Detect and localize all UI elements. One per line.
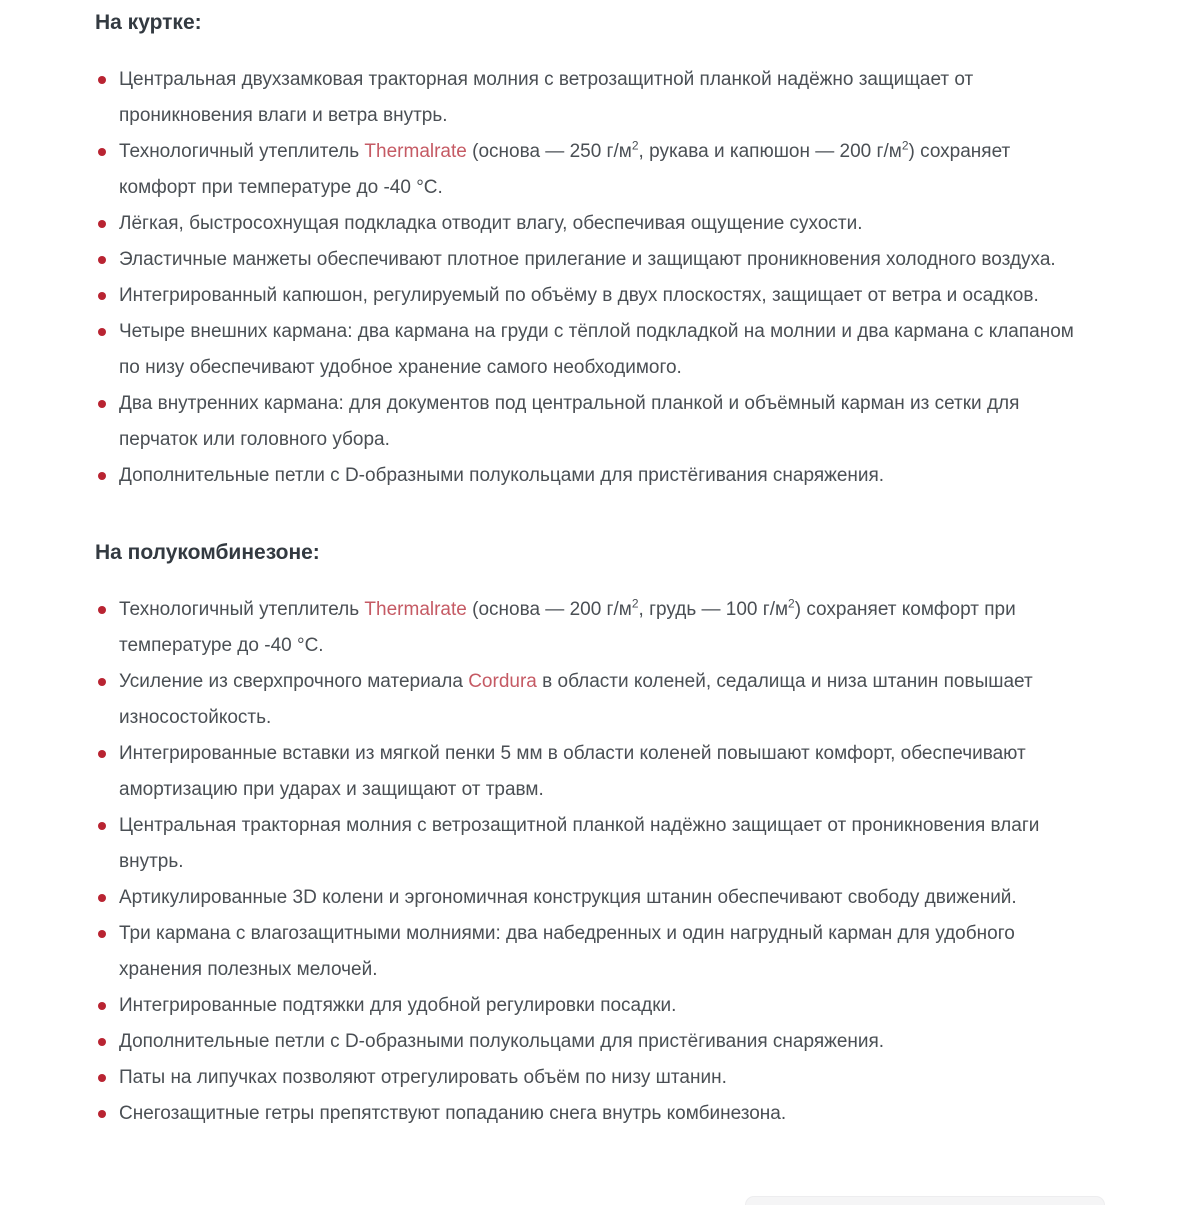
text-segment: Эластичные манжеты обеспечивают плотное прилегание и защищают проникновения холодного воздуха. [119,249,1056,270]
list-item [95,808,1087,880]
list-item [95,134,1087,206]
bullet-dot-icon [98,1002,106,1010]
bullet-dot-icon [98,400,106,408]
partial-card-edge [745,1196,1105,1205]
text-segment: Снегозащитные гетры препятствуют попаданию снега внутрь комбинезона. [119,1103,787,1124]
text-segment: Лёгкая, быстросохнущая подкладка отводит влагу, обеспечивая ощущение сухости. [119,213,863,234]
list-item [95,880,1087,916]
list-item [95,314,1087,386]
bullet-dot-icon [98,1038,106,1046]
text-segment: Четыре внешних кармана: два кармана на груди с тёплой подкладкой на молнии и два кармана с клапаном по низу обеспечивают удобное хранение самого необходимого. [119,321,1074,378]
bullet-dot-icon [98,472,106,480]
text-segment: , рукава и капюшон — 200 г/м [638,141,902,162]
text-segment: Технологичный утеплитель [119,141,365,162]
bullet-dot-icon [98,256,106,264]
list-item [95,736,1087,808]
bullet-dot-icon [98,220,106,228]
bullet-dot-icon [98,678,106,686]
text-segment: 2 [631,596,639,611]
list-item [95,592,1087,664]
list-item [95,988,1087,1024]
list-item [95,386,1087,458]
list-item [95,1024,1087,1060]
text-segment: (основа — 200 г/м [466,599,632,620]
text-segment: Паты на липучках позволяют отрегулировать объём по низу штанин. [119,1067,727,1088]
bullet-dot-icon [98,328,106,336]
bullet-dot-icon [98,750,106,758]
text-segment: Артикулированные 3D колени и эргономичная конструкция штанин обеспечивают свободу движений. [119,887,1017,908]
section-heading-jacket: На куртке: [95,11,202,34]
text-segment: Центральная двухзамковая тракторная молния с ветрозащитной планкой надёжно защищает от проникновения влаги и ветра внутрь. [119,69,974,126]
list-item [95,664,1087,736]
list-item [95,1060,1087,1096]
text-segment: ) сохраняет комфорт при температуре до -40 °C. [119,599,1016,656]
text-segment: Дополнительные петли с D-образными полукольцами для пристёгивания снаряжения. [119,1031,885,1052]
thermalrate-link[interactable]: Thermalrate [364,599,467,620]
bullet-dot-icon [98,292,106,300]
feature-list-bib [95,592,1087,1132]
bullet-dot-icon [98,76,106,84]
text-segment: Интегрированный капюшон, регулируемый по объёму в двух плоскостях, защищает от ветра и осадков. [119,285,1039,306]
text-segment: ) сохраняет комфорт при температуре до -40 °C. [119,141,1011,198]
text-segment: 2 [788,596,795,611]
text-segment: Три кармана с влагозащитными молниями: два набедренных и один нагрудный карман для удобного хранения полезных мелочей. [119,923,1015,980]
thermalrate-link[interactable]: Thermalrate [364,141,467,162]
text-segment: (основа — 250 г/м [466,141,632,162]
text-segment: Центральная тракторная молния с ветрозащитной планкой надёжно защищает от проникновения влаги внутрь. [119,815,1040,872]
text-segment: Дополнительные петли с D-образными полукольцами для пристёгивания снаряжения. [119,465,885,486]
text-segment: Интегрированные подтяжки для удобной регулировки посадки. [119,995,677,1016]
text-segment: Усиление из сверхпрочного материала [119,671,469,692]
list-item [95,62,1087,134]
list-item [95,242,1087,278]
text-segment: 2 [901,138,909,153]
bullet-dot-icon [98,894,106,902]
bullet-dot-icon [98,148,106,156]
list-item [95,916,1087,988]
text-segment: , грудь — 100 г/м [638,599,789,620]
list-item [95,458,1087,494]
text-segment: Два внутренних кармана: для документов под центральной планкой и объёмный карман из сетки для перчаток или головного убора. [119,393,1020,450]
bullet-dot-icon [98,930,106,938]
section-heading-bib: На полукомбинезоне: [95,541,320,564]
text-segment: Интегрированные вставки из мягкой пенки 5 мм в области коленей повышают комфорт, обеспечивают амортизацию при ударах и защищают от травм. [119,743,1026,800]
bullet-dot-icon [98,822,106,830]
text-segment: 2 [631,138,639,153]
text-segment: Технологичный утеплитель [119,599,365,620]
list-item [95,206,1087,242]
list-item [95,278,1087,314]
text-segment: в области коленей, седалища и низа штанин повышает износостойкость. [119,671,1033,728]
list-item [95,1096,1087,1132]
bullet-dot-icon [98,1074,106,1082]
feature-list-jacket [95,62,1087,494]
bullet-dot-icon [98,1110,106,1118]
bullet-dot-icon [98,606,106,614]
cordura-link[interactable]: Cordura [468,671,537,692]
